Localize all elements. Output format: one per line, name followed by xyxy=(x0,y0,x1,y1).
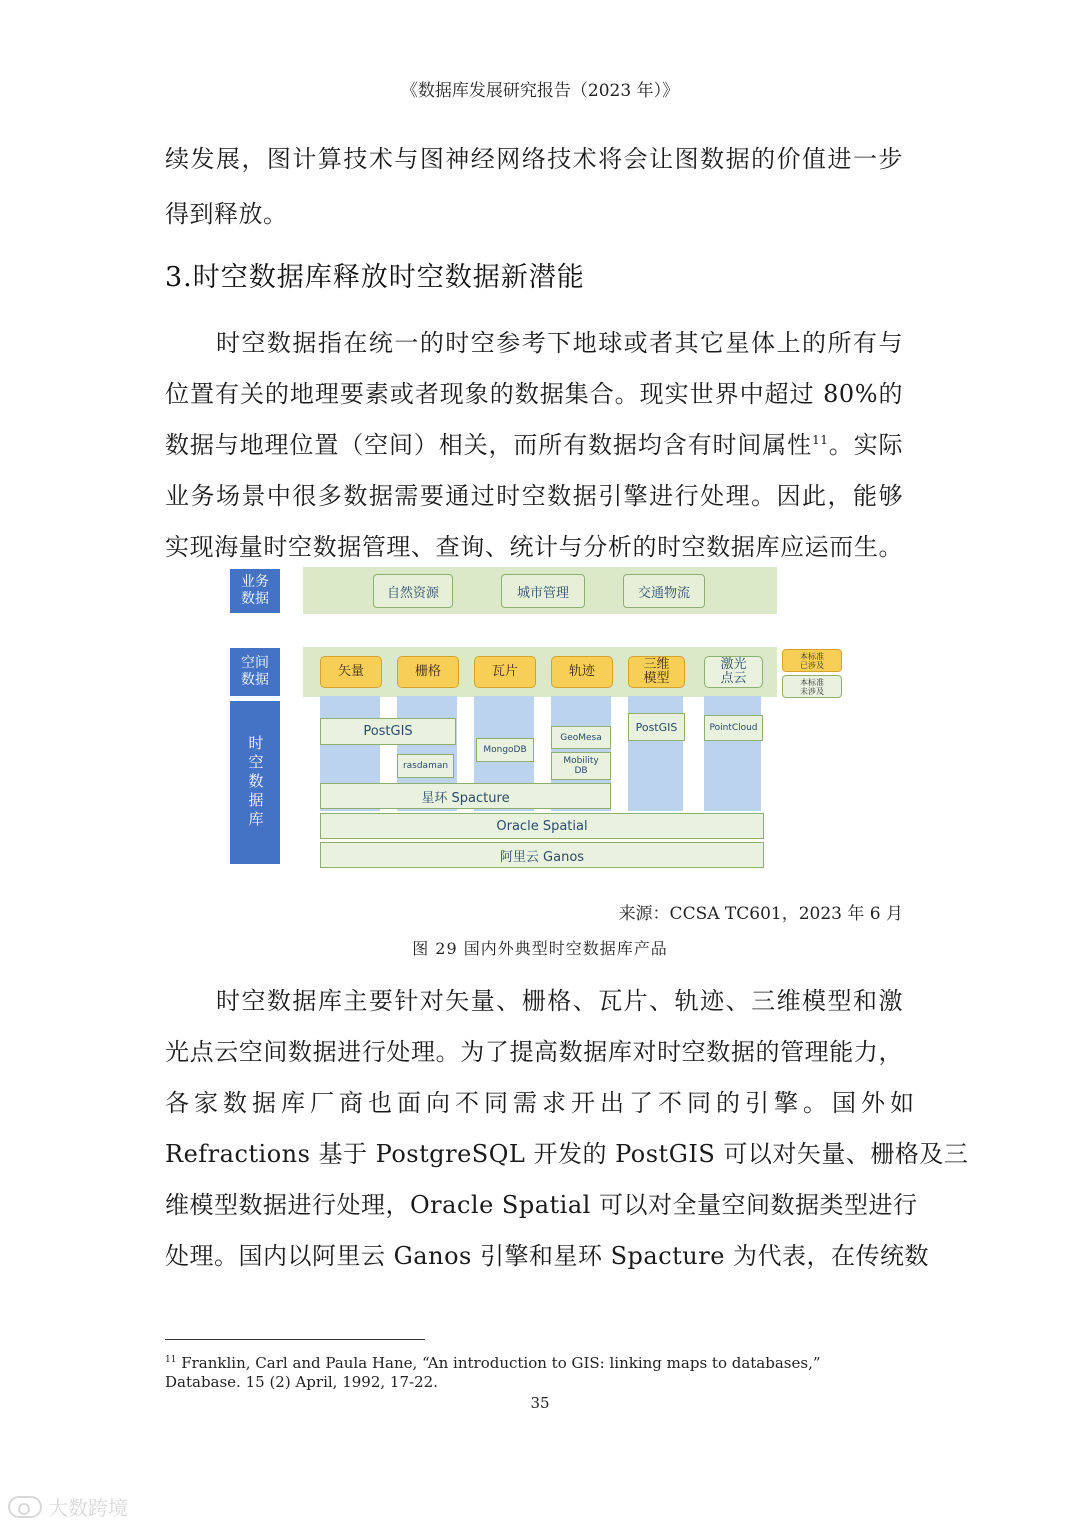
para1-line-3 xyxy=(165,429,903,461)
para1-line-2: 位置有关的地理要素或者现象的数据集合。现实世界中超过 80%的 xyxy=(165,380,903,408)
business-item-transport-logistics: 交通物流 xyxy=(623,574,705,608)
db-postgis: PostGIS xyxy=(320,718,456,745)
business-item-natural-resources: 自然资源 xyxy=(373,574,453,608)
spatial-type-tile: 瓦片 xyxy=(474,656,536,688)
db-ganos: 阿里云 Ganos xyxy=(320,842,764,868)
business-item-city-management: 城市管理 xyxy=(501,574,585,608)
para1-line-3-tail: 。实际 xyxy=(828,431,904,459)
intro-line-2: 得到释放。 xyxy=(165,200,288,228)
para1-line-3-text: 数据与地理位置（空间）相关，而所有数据均含有时间属性 xyxy=(165,431,813,459)
category-business-data: 业务 数据 xyxy=(230,569,280,613)
legend-covered: 本标准 已涉及 xyxy=(782,649,842,672)
para2-line-5: 维模型数据进行处理，Oracle Spatial 可以对全量空间数据类型进行 xyxy=(165,1191,918,1219)
spatial-type-lidar-point-cloud: 激光 点云 xyxy=(704,656,763,688)
eye-logo-icon xyxy=(8,1496,42,1518)
para2-line-3: 各家数据库厂商也面向不同需求开出了不同的引擎。国外如 xyxy=(165,1089,919,1117)
page-number: 35 xyxy=(530,1394,550,1412)
para2-line-2: 光点云空间数据进行处理。为了提高数据库对时空数据的管理能力， xyxy=(165,1038,903,1066)
db-pointcloud: PointCloud xyxy=(704,715,763,741)
watermark-text: 大数跨境 xyxy=(48,1496,128,1520)
footnote-ref: 11 xyxy=(812,433,829,447)
figure-source: 来源：CCSA TC601，2023 年 6 月 xyxy=(618,904,903,924)
db-oracle-spatial: Oracle Spatial xyxy=(320,813,764,839)
section-title: 3.时空数据库释放时空数据新潜能 xyxy=(165,262,585,293)
db-rasdaman: rasdaman xyxy=(397,754,454,778)
para1-line-5: 实现海量时空数据管理、查询、统计与分析的时空数据库应运而生。 xyxy=(165,533,903,561)
db-spacture: 星环 Spacture xyxy=(320,783,611,809)
para1-line-4: 业务场景中很多数据需要通过时空数据引擎进行处理。因此，能够 xyxy=(165,482,903,510)
spatial-type-vector: 矢量 xyxy=(320,656,382,688)
watermark xyxy=(8,1492,128,1521)
spatial-type-trajectory: 轨迹 xyxy=(551,656,613,688)
spatial-type-3d-model: 三维 模型 xyxy=(628,656,685,688)
category-spatiotemporal-db: 时空数据库 xyxy=(230,701,280,864)
figure-caption: 图 29 国内外典型时空数据库产品 xyxy=(412,939,668,958)
db-mobilitydb: Mobility DB xyxy=(551,752,611,780)
para2-line-6: 处理。国内以阿里云 Ganos 引擎和星环 Spacture 为代表，在传统数 xyxy=(165,1242,930,1270)
category-spatial-data: 空间 数据 xyxy=(230,648,280,696)
footnote-text: Franklin, Carl and Paula Hane, “An introduction to GIS: linking maps to databases,” Database. 15 (2) April, 1992, 17-22. xyxy=(165,1354,821,1391)
column-point-cloud xyxy=(704,696,761,811)
running-head: 《数据库发展研究报告（2023 年）》 xyxy=(400,81,680,101)
para2-line-4: Refractions 基于 PostgreSQL 开发的 PostGIS 可以对矢量、栅格及三 xyxy=(165,1140,969,1168)
para2-line-1: 时空数据库主要针对矢量、栅格、瓦片、轨迹、三维模型和激 xyxy=(165,987,903,1015)
footnote-number: 11 xyxy=(165,1355,177,1365)
db-mongodb: MongoDB xyxy=(476,738,534,762)
footnote-divider xyxy=(165,1339,425,1340)
db-postgis-3d: PostGIS xyxy=(628,713,685,741)
spatiotemporal-db-diagram xyxy=(228,563,848,873)
db-geomesa: GeoMesa xyxy=(551,726,611,749)
intro-line-1: 续发展，图计算技术与图神经网络技术将会让图数据的价值进一步 xyxy=(165,145,903,173)
footnote xyxy=(165,1351,890,1392)
para1-line-1: 时空数据指在统一的时空参考下地球或者其它星体上的所有与 xyxy=(165,329,903,357)
legend-not-covered: 本标准 未涉及 xyxy=(782,675,842,698)
spatial-type-raster: 栅格 xyxy=(397,656,459,688)
